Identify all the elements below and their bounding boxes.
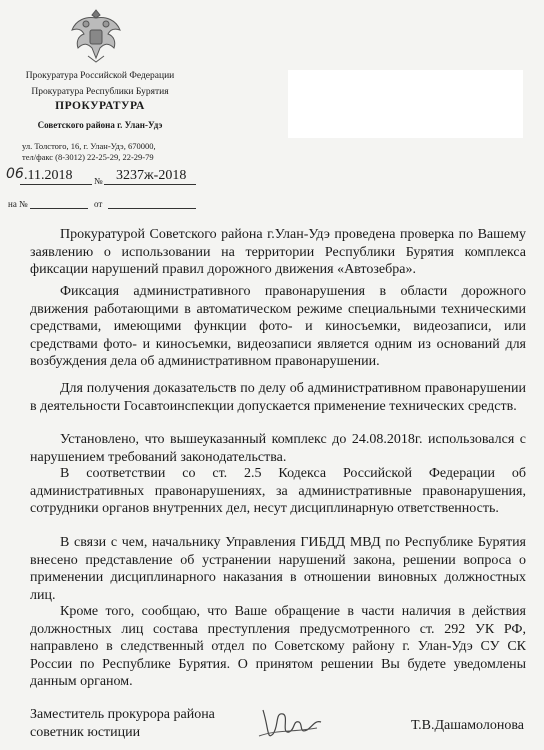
number-prefix: № bbox=[94, 176, 103, 186]
address-line: ул. Толстого, 16, г. Улан-Удэ, 670000, bbox=[22, 141, 156, 151]
signatory-name: Т.В.Дашамолонова bbox=[410, 718, 524, 733]
paragraph-6: В связи с чем, начальнику Управления ГИБДД МВД по Республике Бурятия внесено представление об устранении нарушений закона, решении вопроса о применении дисциплинарного наказания в отношении виновных должностных лиц. bbox=[30, 535, 526, 603]
reference-date-line bbox=[108, 208, 196, 209]
outgoing-date: .11.2018 bbox=[24, 168, 73, 183]
phone-line: тел/факс (8-3012) 22-25-29, 22-29-79 bbox=[22, 152, 154, 162]
coat-of-arms-icon bbox=[68, 6, 124, 64]
organization-subtitle: Советского района г. Улан-Удэ bbox=[37, 120, 163, 130]
handwritten-signature bbox=[255, 700, 325, 746]
date-day-handwritten: 06 bbox=[6, 166, 24, 182]
recipient-redacted-block bbox=[288, 70, 523, 138]
paragraph-5: В соответствии со ст. 2.5 Кодекса Российской Федерации об административных правонарушениях, за административные правонарушения, сотрудники органов внутренних дел, несут дисциплинарную ответственность. bbox=[30, 466, 526, 516]
date-underline bbox=[20, 184, 92, 185]
paragraph-1: Прокуратурой Советского района г.Улан-Удэ проведена проверка по Вашему заявлению о использовании на территории Республики Бурятия комплекса фиксации нарушений правил дорожного движения «Автозебра». bbox=[30, 227, 526, 277]
reference-number-line bbox=[30, 208, 88, 209]
reference-date-label: от bbox=[94, 199, 103, 209]
organization-title: ПРОКУРАТУРА bbox=[55, 100, 145, 112]
paragraph-7: Кроме того, сообщаю, что Ваше обращение в части наличия в действия должностных лиц состава преступления предусмотренного ст. 292 УК РФ, направлено в следственный отдел по Советскому району г. Улан-Удэ СУ СК России по Республике Бурятия. О принятом решении Вы будете уведомлены данным органом. bbox=[30, 604, 526, 689]
header-line-2: Прокуратура Республики Бурятия bbox=[31, 87, 169, 97]
outgoing-number: 3237ж-2018 bbox=[116, 168, 187, 183]
signatory-position: Заместитель прокурора района bbox=[30, 707, 215, 722]
number-underline bbox=[104, 184, 196, 185]
paragraph-4: Установлено, что вышеуказанный комплекс до 24.08.2018г. использовался с нарушением требований законодательства. bbox=[30, 432, 526, 465]
signatory-rank: советник юстиции bbox=[30, 725, 141, 740]
reference-number-label: на № bbox=[8, 199, 28, 209]
paragraph-2: Фиксация административного правонарушения в области дорожного движения работающими в автоматическом режиме специальными техническими средствами, имеющими функции фото- и киносъемки, видеозаписи, или средствами фото- и киносъемки, видеозаписи является одним из оснований для возбуждения дела об административном правонарушении. bbox=[30, 284, 526, 369]
header-line-1: Прокуратура Российской Федерации bbox=[25, 71, 175, 81]
paragraph-3: Для получения доказательств по делу об административном правонарушении в деятельности Госавтоинспекции допускается применение технических средств. bbox=[30, 381, 526, 414]
